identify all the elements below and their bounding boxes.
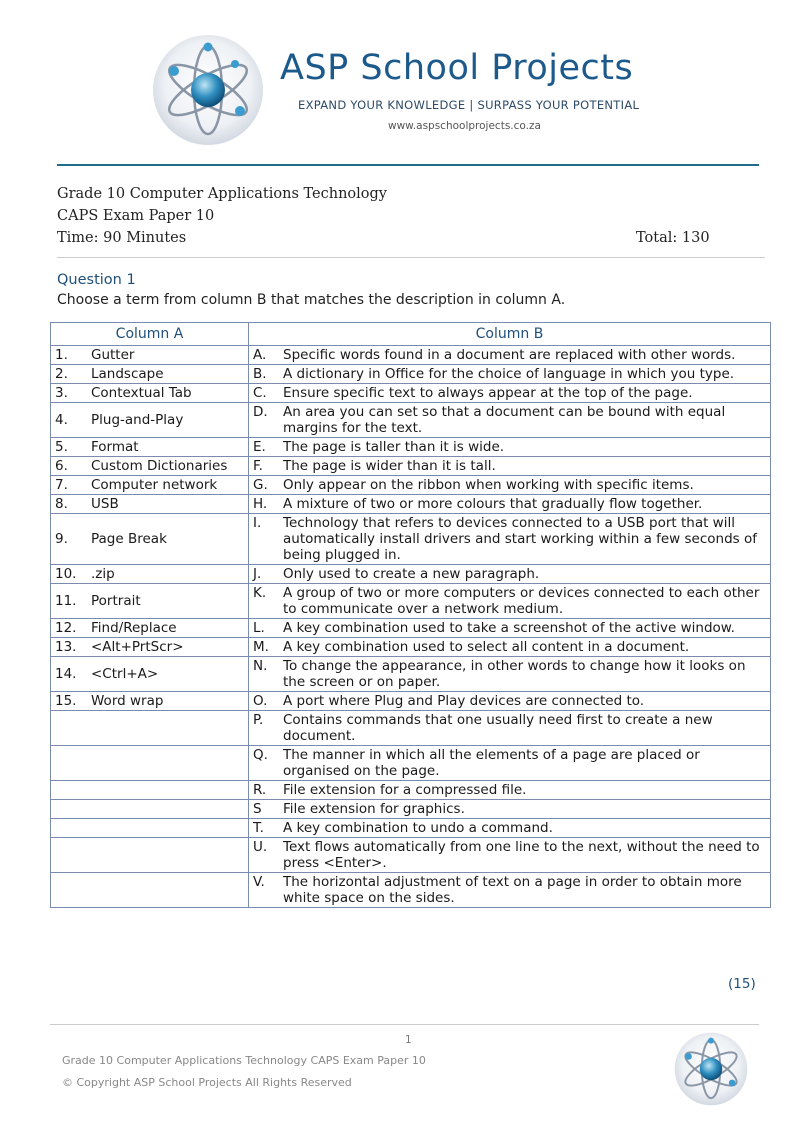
description-text: A mixture of two or more colours that gradually flow together. [283, 496, 703, 512]
column-b-cell [249, 476, 771, 495]
description-text: To change the appearance, in other words to change how it looks on the screen or on paper. [283, 658, 746, 690]
table-row [51, 584, 771, 619]
term-text: Custom Dictionaries [91, 458, 228, 474]
description-letter: U. [253, 839, 268, 855]
description-letter: J. [253, 566, 262, 582]
term-text: Find/Replace [91, 620, 177, 636]
column-a-cell [51, 438, 249, 457]
description-text: A group of two or more computers or devices connected to each other to communicate over a network medium. [283, 585, 760, 617]
term-text: .zip [91, 566, 115, 582]
table-row [51, 346, 771, 365]
term-number: 13. [55, 639, 77, 655]
term-number: 1. [55, 347, 68, 363]
term-text: Gutter [91, 347, 135, 363]
table-row [51, 384, 771, 403]
description-letter: H. [253, 496, 268, 512]
description-letter: L. [253, 620, 265, 636]
exam-total: Total: 130 [636, 230, 710, 246]
description-text: A port where Plug and Play devices are connected to. [283, 693, 645, 709]
column-b-cell [249, 800, 771, 819]
description-letter: P. [253, 712, 264, 728]
description-text: A dictionary in Office for the choice of language in which you type. [283, 366, 735, 382]
description-letter: Q. [253, 747, 268, 763]
column-a-cell [51, 476, 249, 495]
column-b-cell [249, 657, 771, 692]
column-b-cell [249, 692, 771, 711]
table-row [51, 476, 771, 495]
column-a-cell [51, 711, 249, 746]
term-text: Plug-and-Play [91, 412, 184, 428]
exam-paper: CAPS Exam Paper 10 [57, 208, 215, 224]
description-letter: A. [253, 347, 267, 363]
description-letter: G. [253, 477, 268, 493]
term-text: Portrait [91, 593, 141, 609]
exam-subject: Grade 10 Computer Applications Technology [57, 186, 387, 202]
term-number: 9. [55, 531, 68, 547]
description-text: The page is taller than it is wide. [283, 439, 505, 455]
table-row [51, 657, 771, 692]
header-divider [57, 164, 759, 166]
column-a-cell [51, 584, 249, 619]
table-row [51, 495, 771, 514]
column-b-cell [249, 384, 771, 403]
table-row [51, 365, 771, 384]
column-a-cell [51, 781, 249, 800]
column-a-cell [51, 873, 249, 908]
question-marks: (15) [728, 976, 756, 992]
column-b-cell [249, 365, 771, 384]
table-row [51, 746, 771, 781]
brand-url: www.aspschoolprojects.co.za [388, 120, 541, 132]
column-b-cell [249, 781, 771, 800]
description-text: A key combination used to select all content in a document. [283, 639, 690, 655]
description-text: Only used to create a new paragraph. [283, 566, 540, 582]
term-number: 12. [55, 620, 77, 636]
description-text: The manner in which all the elements of a page are placed or organised on the page. [283, 747, 700, 779]
column-b-cell [249, 438, 771, 457]
term-number: 2. [55, 366, 68, 382]
table-row [51, 800, 771, 819]
column-b-header: Column B [249, 323, 771, 346]
term-text: Computer network [91, 477, 218, 493]
brand-tagline: EXPAND YOUR KNOWLEDGE | SURPASS YOUR POTENTIAL [298, 98, 640, 112]
description-letter: O. [253, 693, 268, 709]
description-text: Text flows automatically from one line to the next, without the need to press <Enter>. [283, 839, 760, 871]
description-letter: N. [253, 658, 268, 674]
column-a-cell [51, 838, 249, 873]
column-a-cell [51, 403, 249, 438]
table-row [51, 819, 771, 838]
description-letter: M. [253, 639, 269, 655]
description-letter: D. [253, 404, 268, 420]
term-number: 15. [55, 693, 77, 709]
column-b-cell [249, 873, 771, 908]
column-b-cell [249, 746, 771, 781]
description-letter: R. [253, 782, 267, 798]
column-a-cell [51, 657, 249, 692]
description-letter: S [253, 801, 262, 817]
table-row [51, 838, 771, 873]
table-row [51, 781, 771, 800]
table-row [51, 638, 771, 657]
footer-copyright: © Copyright ASP School Projects All Rights Reserved [62, 1076, 352, 1089]
column-a-cell [51, 800, 249, 819]
column-b-cell [249, 584, 771, 619]
term-text: Landscape [91, 366, 164, 382]
column-a-cell [51, 692, 249, 711]
table-row [51, 692, 771, 711]
page-number: 1 [405, 1034, 412, 1046]
description-letter: V. [253, 874, 265, 890]
atom-icon [152, 34, 264, 146]
table-row [51, 457, 771, 476]
column-a-cell [51, 495, 249, 514]
description-text: Ensure specific text to always appear at the top of the page. [283, 385, 693, 401]
term-number: 10. [55, 566, 77, 582]
column-a-cell [51, 514, 249, 565]
meta-divider [57, 257, 765, 258]
description-text: An area you can set so that a document can be bound with equal margins for the text. [283, 404, 726, 436]
description-text: File extension for a compressed file. [283, 782, 527, 798]
column-a-cell [51, 346, 249, 365]
term-text: <Ctrl+A> [91, 666, 159, 682]
column-b-cell [249, 838, 771, 873]
description-letter: I. [253, 515, 262, 531]
atom-icon [674, 1032, 748, 1106]
term-number: 11. [55, 593, 77, 609]
description-text: The page is wider than it is tall. [283, 458, 496, 474]
term-text: USB [91, 496, 119, 512]
description-text: Only appear on the ribbon when working with specific items. [283, 477, 694, 493]
brand-title: ASP School Projects [280, 48, 634, 88]
description-text: A key combination used to take a screenshot of the active window. [283, 620, 735, 636]
term-number: 7. [55, 477, 68, 493]
column-b-cell [249, 565, 771, 584]
description-letter: K. [253, 585, 267, 601]
column-a-cell [51, 457, 249, 476]
term-text: Contextual Tab [91, 385, 192, 401]
term-text: Page Break [91, 531, 167, 547]
term-text: Format [91, 439, 139, 455]
footer-divider [50, 1024, 759, 1025]
table-row [51, 619, 771, 638]
description-text: Technology that refers to devices connected to a USB port that will automatically install drivers and start working within a few seconds of being plugged in. [283, 515, 758, 563]
table-row [51, 711, 771, 746]
term-number: 3. [55, 385, 68, 401]
column-b-cell [249, 711, 771, 746]
term-number: 4. [55, 412, 68, 428]
table-row [51, 438, 771, 457]
description-letter: C. [253, 385, 267, 401]
column-a-cell [51, 619, 249, 638]
column-b-cell [249, 403, 771, 438]
column-a-cell [51, 565, 249, 584]
column-b-cell [249, 346, 771, 365]
column-a-header: Column A [51, 323, 249, 346]
table-row [51, 514, 771, 565]
description-text: The horizontal adjustment of text on a page in order to obtain more white space on the sides. [283, 874, 742, 906]
description-letter: B. [253, 366, 267, 382]
term-number: 6. [55, 458, 68, 474]
table-header-row [51, 323, 771, 346]
term-text: Word wrap [91, 693, 164, 709]
term-number: 14. [55, 666, 77, 682]
column-a-cell [51, 819, 249, 838]
question-instruction: Choose a term from column B that matches the description in column A. [57, 292, 566, 308]
column-b-cell [249, 638, 771, 657]
term-number: 8. [55, 496, 68, 512]
description-text: File extension for graphics. [283, 801, 465, 817]
exam-time: Time: 90 Minutes [57, 230, 187, 246]
description-letter: T. [253, 820, 264, 836]
table-row [51, 403, 771, 438]
column-b-cell [249, 819, 771, 838]
description-text: A key combination to undo a command. [283, 820, 553, 836]
column-b-cell [249, 495, 771, 514]
term-text: <Alt+PrtScr> [91, 639, 184, 655]
table-row [51, 565, 771, 584]
matching-table [50, 322, 771, 908]
footer-title: Grade 10 Computer Applications Technology CAPS Exam Paper 10 [62, 1054, 426, 1067]
table-row [51, 873, 771, 908]
column-a-cell [51, 384, 249, 403]
question-heading: Question 1 [57, 272, 136, 288]
description-letter: F. [253, 458, 263, 474]
term-number: 5. [55, 439, 68, 455]
column-b-cell [249, 457, 771, 476]
description-text: Specific words found in a document are replaced with other words. [283, 347, 736, 363]
column-a-cell [51, 746, 249, 781]
description-letter: E. [253, 439, 266, 455]
description-text: Contains commands that one usually need first to create a new document. [283, 712, 713, 744]
column-a-cell [51, 638, 249, 657]
column-b-cell [249, 514, 771, 565]
column-a-cell [51, 365, 249, 384]
column-b-cell [249, 619, 771, 638]
